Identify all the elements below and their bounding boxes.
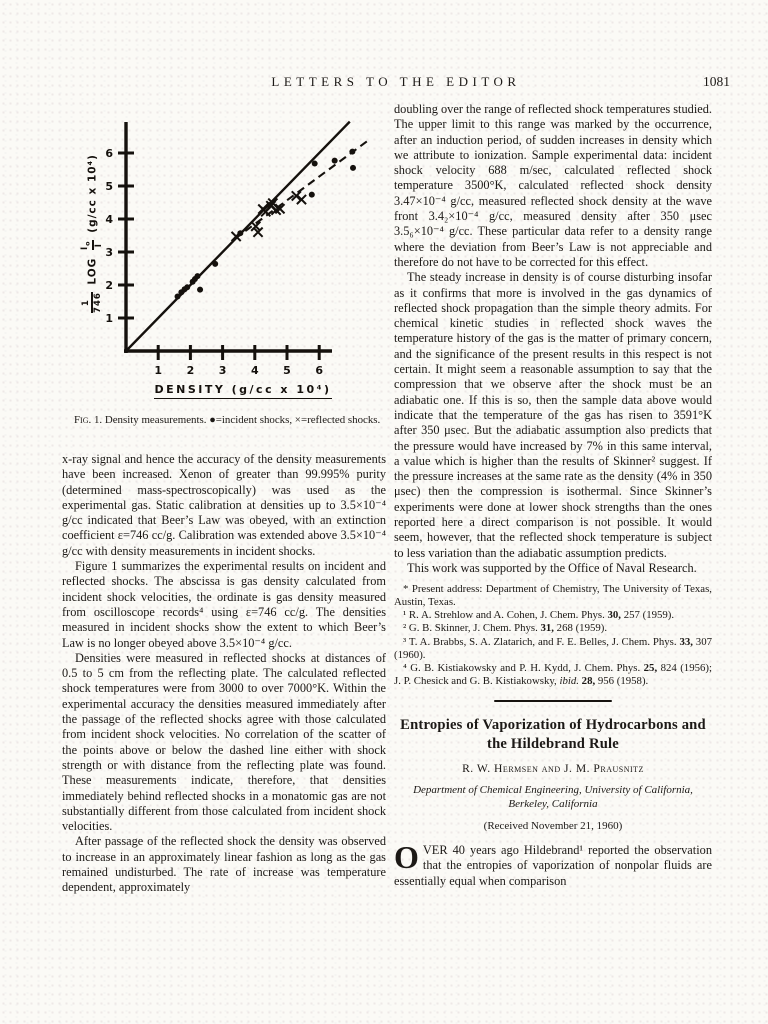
svg-text:6: 6: [105, 147, 113, 160]
paragraph: The steady increase in density is of course disturbing insofar as it confirms that more is involved in the gas dynamics of reflected shock propagation than the simple theory admits. For chemical kinetic studies in reflected shock waves the temperature history of the gas is the matter of primary concern, and the significance of the present results in this respect is not certain. It might seem a reasonable assumption to say that the compression that we observe after the shock must be an adiabatic one. If this is so, then the sample data above would indicate that the temperature of the gas has risen to 3591°K after 350 μsec. But the adiabatic assumption also predicts that the pressure would have increased by 7% in this same interval, a value which is higher than the results of Skinner² suggest. If the pressure increases at the same rate as the density (4% in 350 μsec) then the compression is isothermal. Since Skinner’s experiments were done at lower shock strengths than the ones reported here a direct comparison is not possible. It would seem, however, that the reflected shock temperature is subject to less variation than the adiabatic assumption predicts.: [394, 270, 712, 560]
paragraph: After passage of the reflected shock the density was observed to increase in an approximately linear fashion as long as the gas remained undisturbed. The rate of increase was temperature dependent, approximately: [62, 834, 386, 895]
article-body: OVER 40 years ago Hildebrand¹ reported the observation that the entropies of vaporization of nonpolar fluids are essentially equal when comparison: [394, 839, 712, 888]
right-column-paragraphs: [394, 102, 712, 576]
article-title: Entropies of Vaporization of Hydrocarbons and the Hildebrand Rule: [400, 716, 706, 752]
svg-text:1: 1: [105, 312, 113, 325]
page-number: 1081: [703, 74, 730, 89]
x-axis-label: DENSITY (g/cc x 10⁴): [138, 380, 348, 399]
paragraph: doubling over the range of reflected shock temperatures studied. The upper limit to this range was marked by the occurrence, after an induction period, of sudden increases in density which we attribute to ionization. Sample experimental data: incident shock velocity 688 m/sec, calculated reflected shock temperature 3500°K, calculated reflected shock density 3.47×10⁻⁴ g/cc, measured reflected shock density at the wave front 3.4₂×10⁻⁴ g/cc, measured density after 350 μsec 3.5₆×10⁻⁴ g/cc. These particular data refer to a density range where the deviation from Beer’s Law is not appreciable and therefore do not have to be corrected for this effect.: [394, 102, 712, 269]
y-label-fraction-io-i: $I_o$ I: [80, 240, 104, 251]
density-chart: [62, 106, 386, 376]
footnote: ³ T. A. Brabbs, S. A. Zlatarich, and F. E. Belles, J. Chem. Phys. 33, 307 (1960).: [394, 635, 713, 661]
right-column: [394, 102, 712, 889]
figure-1: [62, 106, 386, 410]
svg-text:5: 5: [105, 180, 113, 193]
article-divider: [494, 700, 612, 702]
svg-text:1: 1: [154, 364, 163, 376]
footnotes: [394, 583, 712, 688]
article-authors: R. W. Hermsen and J. M. Prausnitz: [462, 762, 644, 776]
y-label-log: LOG: [86, 257, 99, 285]
article-2: [394, 716, 712, 889]
svg-text:4: 4: [105, 213, 113, 226]
svg-text:4: 4: [250, 364, 259, 376]
running-head: [62, 74, 730, 92]
paragraph: This work was supported by the Office of Naval Research.: [407, 560, 697, 575]
svg-text:5: 5: [283, 364, 291, 376]
running-head-title: LETTERS TO THE EDITOR: [271, 74, 521, 89]
footnote: ² G. B. Skinner, J. Chem. Phys. 31, 268 (1959).: [403, 622, 608, 635]
figure-caption: [62, 414, 386, 427]
article-affiliation: Department of Chemical Engineering, University of California, Berkeley, California: [413, 784, 693, 810]
footnote: ⁴ G. B. Kistiakowsky and P. H. Kydd, J. Chem. Phys. 25, 824 (1956); J. P. Chesick and G. B. Kistiakowsky, ibid. 28, 956 (1958).: [394, 661, 712, 687]
y-label-fraction-1-746: 1 746: [80, 292, 104, 313]
incident-shocks-points: [175, 149, 356, 300]
article-received-date: (Received November 21, 1960): [483, 819, 623, 832]
footnote: * Present address: Department of Chemistry, The University of Texas, Austin, Texas.: [394, 583, 712, 609]
svg-text:2: 2: [105, 279, 113, 292]
paragraph: Densities were measured in reflected shocks at distances of 0.5 to 5 cm from the reflecting plate. The calculated reflected shock temperatures were from 3000 to over 7000°K. Within the experimental accuracy the densities measured immediately after the passage of the reflected shocks agree with those calculated from incident shock velocities. No correlation of the scatter of the points above or below the dashed line either with shock strength or with distance from the reflecting plate was found. These measurements indicate, therefore, that densities immediately behind reflected shocks in a monatomic gas are not substantially different from those calculated from incident shock velocities.: [62, 650, 386, 834]
paragraph: x-ray signal and hence the accuracy of the density measurements have been increased. Xenon of greater than 99.995% purity (determined mass-spectroscopically) was used as the experimental gas. Static calibration at densities up to 3.5×10⁻⁴ g/cc indicated that Beer’s Law was obeyed, with an extinction coefficient ε=746 cc/g. Calibration was extended above 3.5×10⁻⁴ g/cc with density measurements in incident shocks.: [62, 452, 386, 558]
drop-cap: O: [394, 839, 419, 876]
svg-text:6: 6: [315, 364, 324, 376]
svg-text:3: 3: [218, 364, 227, 376]
svg-text:2: 2: [186, 364, 195, 376]
figure-caption-text: Density measurements. ●=incident shocks, ×=reflected shocks.: [102, 414, 381, 426]
y-axis-label: [80, 125, 104, 345]
left-column: [62, 452, 386, 896]
paragraph: Figure 1 summarizes the experimental results on incident and reflected shocks. The abscissa is gas density calculated from incident shock velocities, the ordinate is gas density measured from oscilloscope records⁴ using ε=746 cc/g. The densities measured in incident shocks show the extent to which Beer’s Law is no longer obeyed above 3.5×10⁻⁴ g/cc.: [62, 559, 386, 650]
figure-caption-label: Fig. 1.: [74, 414, 103, 426]
svg-text:3: 3: [105, 246, 113, 259]
footnote: ¹ R. A. Strehlow and A. Cohen, J. Chem. Phys. 30, 257 (1959).: [403, 609, 675, 622]
y-label-units: (g/cc x 10⁴): [86, 154, 99, 233]
